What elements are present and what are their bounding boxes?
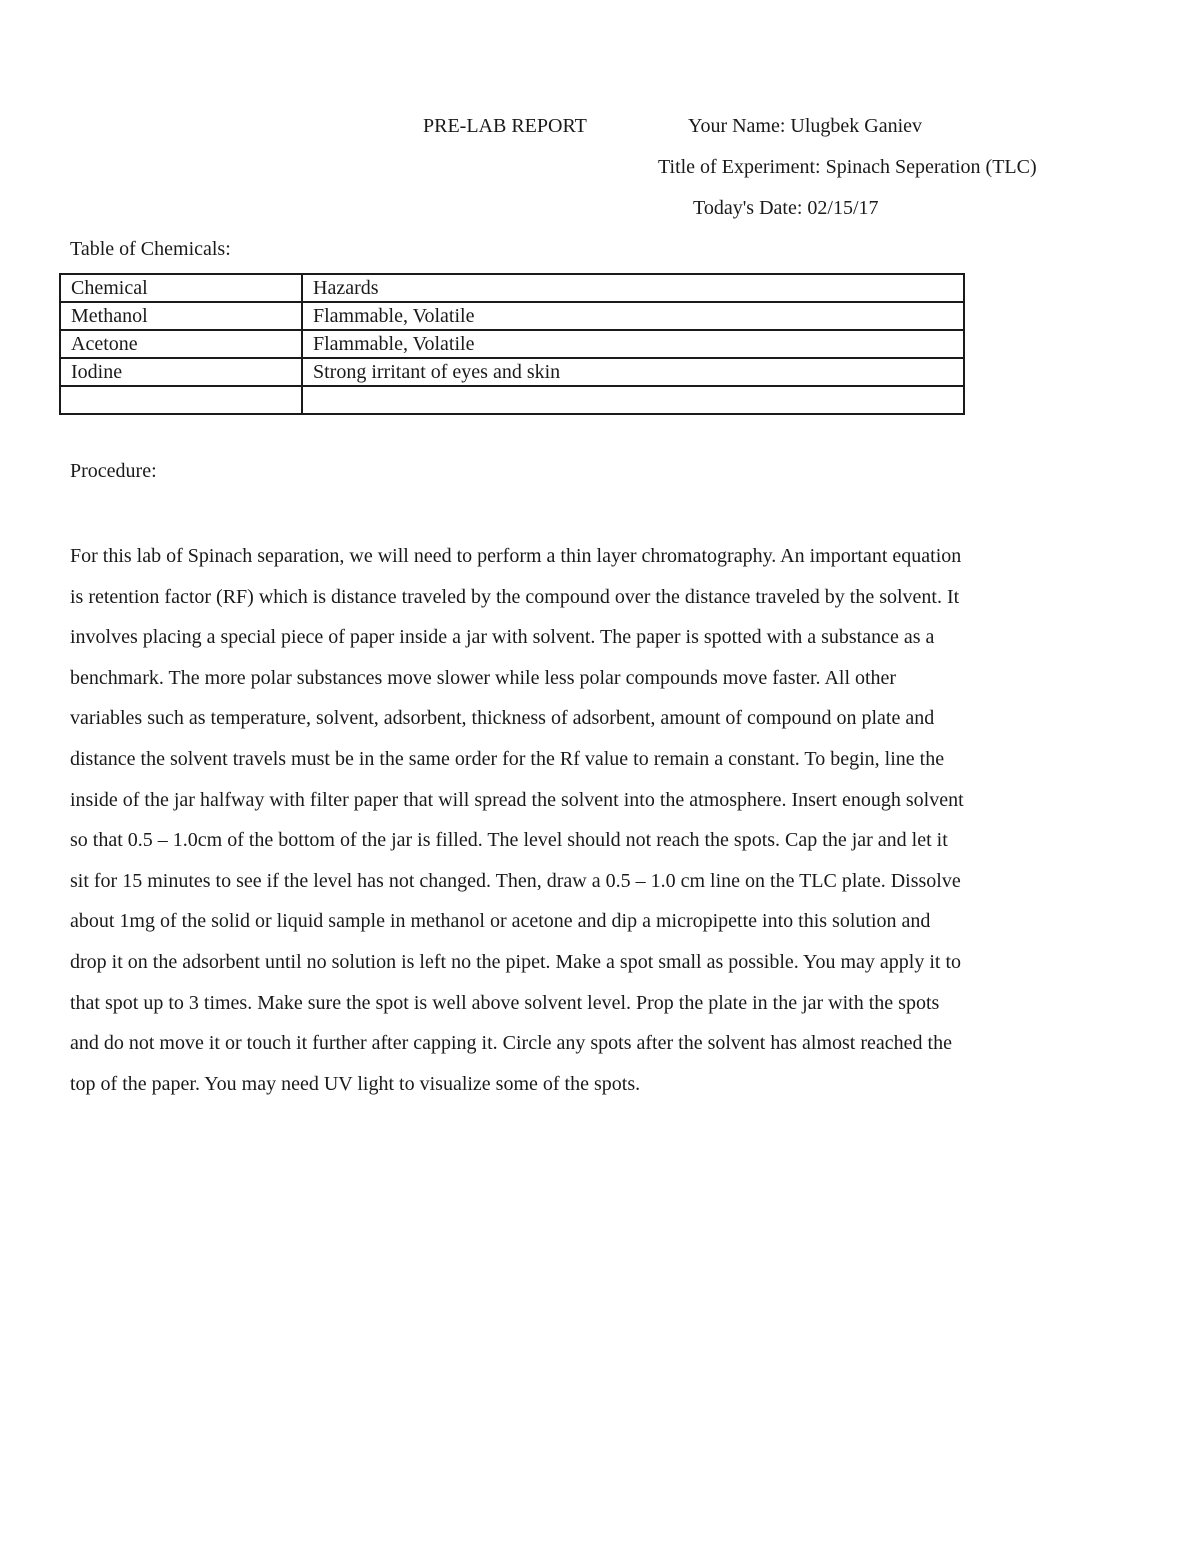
table-cell: Flammable, Volatile [302,330,964,358]
procedure-line: top of the paper. You may need UV light to visualize some of the spots. [70,1072,641,1095]
chemicals-table [59,273,965,415]
procedure-line: For this lab of Spinach separation, we will need to perform a thin layer chromatography. An important equation [70,545,962,567]
report-title: PRE-LAB REPORT [423,115,587,137]
experiment-title: Title of Experiment: Spinach Seperation (TLC) [658,156,1037,178]
table-row [60,358,964,386]
table-cell: Strong irritant of eyes and skin [302,358,964,386]
chemicals-heading: Table of Chemicals: [70,238,231,260]
procedure-line: inside of the jar halfway with filter paper that will spread the solvent into the atmosphere. Insert enough solvent [70,788,964,811]
table-cell: Iodine [60,358,302,386]
procedure-line: drop it on the adsorbent until no solution is left no the pipet. Make a spot small as possible. You may apply it to [70,950,962,973]
student-name: Your Name: Ulugbek Ganiev [688,115,923,137]
table-header-row [60,274,964,302]
table-cell: Hazards [302,274,964,302]
procedure-line: and do not move it or touch it further after capping it. Circle any spots after the solvent has almost reached the [70,1032,952,1055]
table-cell [302,386,964,414]
procedure-line: benchmark. The more polar substances move slower while less polar compounds move faster. All other [70,666,897,689]
table-cell [60,386,302,414]
procedure-line: involves placing a special piece of paper inside a jar with solvent. The paper is spotted with a substance as a [70,626,935,649]
procedure-heading: Procedure: [70,460,157,482]
procedure-line: about 1mg of the solid or liquid sample in methanol or acetone and dip a micropipette into this solution and [70,910,931,933]
procedure-line: variables such as temperature, solvent, adsorbent, thickness of adsorbent, amount of compound on plate and [70,707,935,730]
procedure-line: distance the solvent travels must be in the same order for the Rf value to remain a constant. To begin, line the [70,747,945,770]
table-row [60,302,964,330]
table-row [60,330,964,358]
report-date: Today's Date: 02/15/17 [693,197,879,219]
table-cell: Chemical [60,274,302,302]
procedure-line: is retention factor (RF) which is distance traveled by the compound over the distance traveled by the solvent. It [70,585,960,608]
procedure-line: so that 0.5 – 1.0cm of the bottom of the jar is filled. The level should not reach the spots. Cap the jar and let it [70,829,948,852]
procedure-line: that spot up to 3 times. Make sure the spot is well above solvent level. Prop the plate in the jar with the spots [70,991,940,1014]
table-row-empty [60,386,964,414]
table-cell: Methanol [60,302,302,330]
procedure-paragraph [70,536,1126,1104]
table-cell: Acetone [60,330,302,358]
procedure-line: sit for 15 minutes to see if the level has not changed. Then, draw a 0.5 – 1.0 cm line on the TLC plate. Dissolve [70,869,961,892]
table-cell: Flammable, Volatile [302,302,964,330]
